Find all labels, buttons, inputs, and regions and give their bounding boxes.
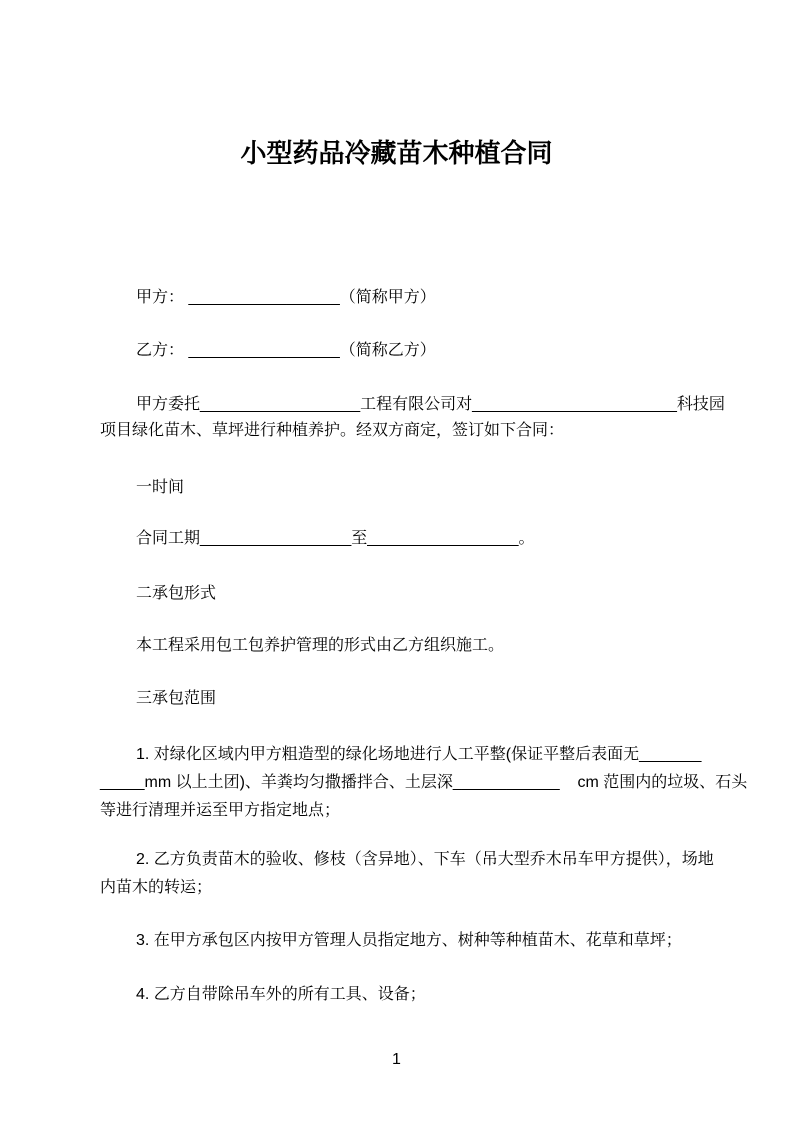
section-time-heading: 一时间: [136, 479, 185, 496]
section-scope-heading: 三承包范围: [136, 690, 217, 707]
document-title: 小型药品冷藏苗木种植合同: [240, 138, 553, 168]
party-a-line: 甲方： _________________（简称甲方）: [136, 289, 436, 306]
scope-item-2-line-2: 内苗木的转运；: [100, 879, 213, 896]
scope-item-1-line-3: 等进行清理并运至甲方指定地点；: [100, 802, 341, 819]
contract-duration-line: 合同工期_________________至_________________。: [136, 530, 535, 547]
scope-item-3-line-1: 3. 在甲方承包区内按甲方管理人员指定地方、树种等种植苗木、花草和草坪；: [136, 932, 682, 949]
scope-item-1-line-1: 1. 对绿化区域内甲方粗造型的绿化场地进行人工平整(保证平整后表面无_______: [136, 746, 702, 763]
section-contract-form-heading: 二承包形式: [136, 585, 217, 602]
page-number: 1: [392, 1051, 401, 1068]
scope-item-4-line-1: 4. 乙方自带除吊车外的所有工具、设备；: [136, 986, 426, 1003]
party-b-line: 乙方： _________________（简称乙方）: [136, 342, 436, 359]
intro-paragraph-line-2: 项目绿化苗木、草坪进行种植养护。经双方商定，签订如下合同：: [100, 422, 565, 439]
contract-form-body-line: 本工程采用包工包养护管理的形式由乙方组织施工。: [136, 637, 505, 654]
intro-paragraph-line-1: 甲方委托__________________工程有限公司对_______________________科技园: [136, 396, 725, 413]
scope-item-2-line-1: 2. 乙方负责苗木的验收、修枝（含异地）、下车（吊大型乔木吊车甲方提供），场地: [136, 851, 714, 868]
scope-item-1-line-2: _____mm 以上土团)、羊粪均匀撒播拌合、土层深____________ cm 范围内的垃圾、石头: [100, 774, 748, 791]
